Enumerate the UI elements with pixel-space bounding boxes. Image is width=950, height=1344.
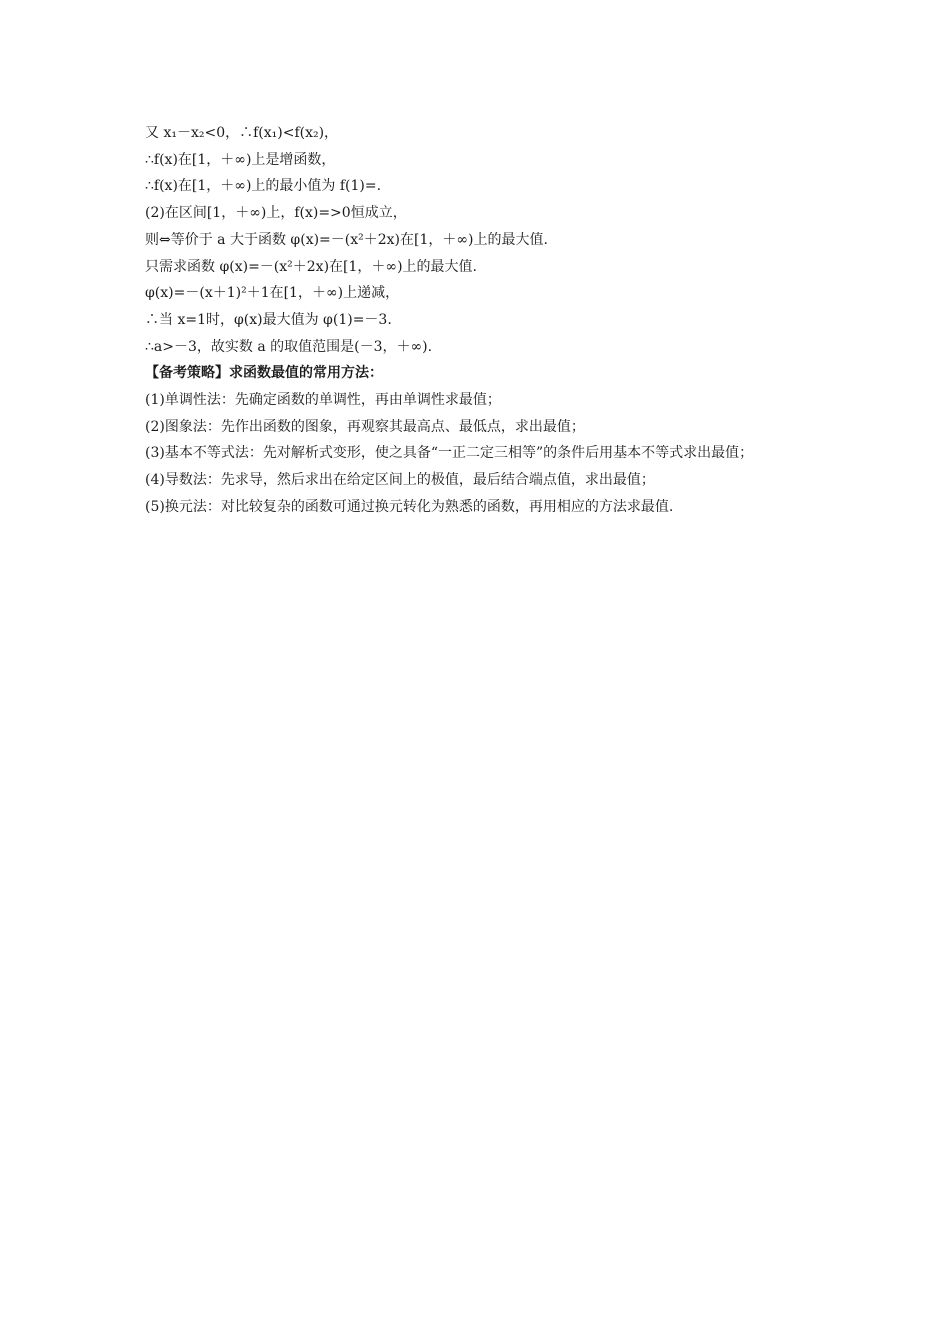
method-item: (3)基本不等式法：先对解析式变形，使之具备“一正二定三相等”的条件后用基本不等式求出最值； <box>145 445 754 462</box>
text-line: ∴当 x=1时，φ(x)最大值为 φ(1)=－3. <box>145 311 392 328</box>
strategy-heading: 【备考策略】求函数最值的常用方法： <box>145 365 383 382</box>
text-line: ∴f(x)在[1，＋∞)上的最小值为 f(1)=. <box>145 178 382 195</box>
text-line: (2)在区间[1，＋∞)上，f(x)=>0恒成立， <box>145 205 407 222</box>
text-line: φ(x)=－(x＋1)²＋1在[1，＋∞)上递减， <box>145 285 400 302</box>
method-item: (4)导数法：先求导，然后求出在给定区间上的极值，最后结合端点值，求出最值； <box>145 472 655 489</box>
document-body <box>145 120 825 521</box>
text-line: 又 x₁－x₂<0，∴f(x₁)<f(x₂)， <box>145 125 339 141</box>
text-line: ∴f(x)在[1，＋∞)上是增函数， <box>145 151 336 168</box>
method-item: (1)单调性法：先确定函数的单调性，再由单调性求最值； <box>145 392 501 409</box>
text-line: 只需求函数 φ(x)=－(x²＋2x)在[1，＋∞)上的最大值. <box>145 258 477 275</box>
method-item: (5)换元法：对比较复杂的函数可通过换元转化为熟悉的函数，再用相应的方法求最值. <box>145 498 674 515</box>
text-line: ∴a>－3，故实数 a 的取值范围是(－3，＋∞). <box>145 338 433 355</box>
text-line: 则⇔等价于 a 大于函数 φ(x)=－(x²＋2x)在[1，＋∞)上的最大值. <box>145 231 548 248</box>
method-item: (2)图象法：先作出函数的图象，再观察其最高点、最低点，求出最值； <box>145 418 585 435</box>
